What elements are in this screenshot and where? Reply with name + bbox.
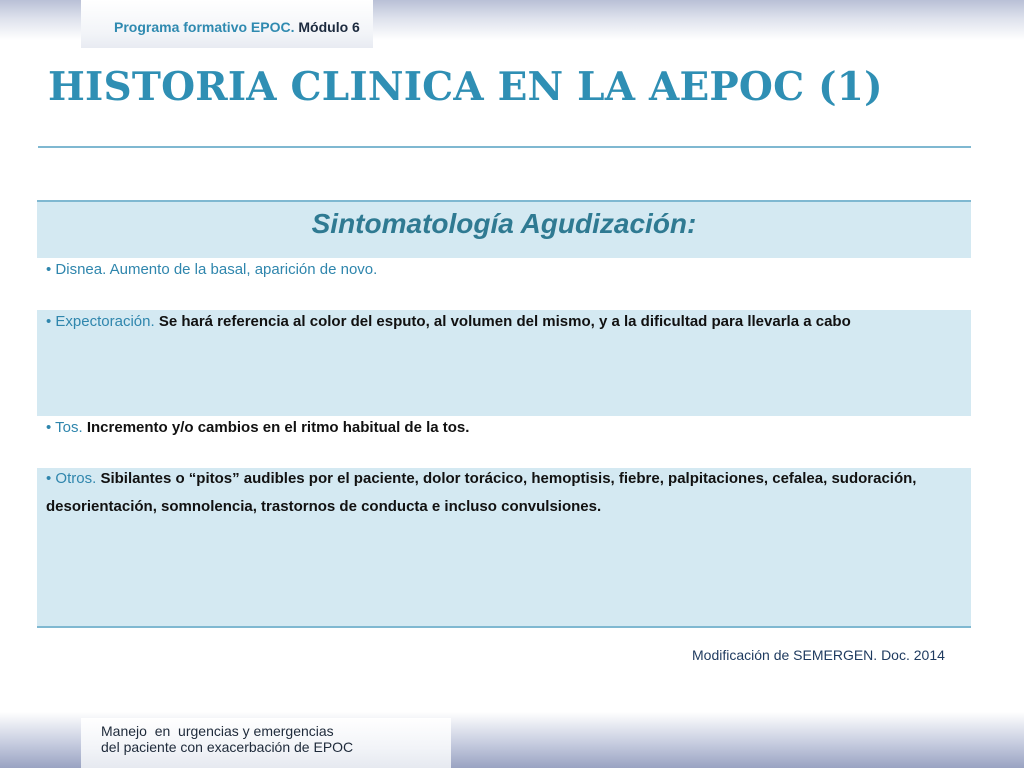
row-lead: • Disnea. Aumento de la basal, aparición de novo.	[46, 261, 378, 278]
symptoms-table	[37, 200, 971, 628]
program-label	[114, 19, 360, 35]
row-body: Incremento y/o cambios en el ritmo habitual de la tos.	[86, 419, 470, 436]
course-line-1: Manejo en urgencias y emergencias	[101, 723, 334, 739]
table-row	[37, 468, 971, 628]
table-header-row	[37, 200, 971, 258]
table-row	[37, 310, 971, 416]
source-citation: Modificación de SEMERGEN. Doc. 2014	[692, 647, 945, 663]
program-name: Programa formativo EPOC.	[114, 19, 295, 35]
table-cell	[46, 308, 963, 336]
course-line-2: del paciente con exacerbación de EPOC	[101, 739, 354, 755]
table-cell	[46, 465, 963, 521]
table-row	[37, 258, 971, 310]
table-cell	[46, 256, 963, 284]
slide-title: HISTORIA CLINICA EN LA AEPOC (1)	[48, 64, 883, 110]
row-lead: • Expectoración.	[46, 313, 155, 330]
title-divider	[38, 146, 971, 148]
course-label	[101, 723, 353, 755]
row-body: Se hará referencia al color del esputo, al volumen del mismo, y a la dificultad para llevarla a cabo	[158, 313, 851, 330]
row-body: Sibilantes o “pitos” audibles por el paciente, dolor torácico, hemoptisis, fiebre, palpitaciones, cefalea, sudoración, desorientación, somnolencia, trastornos de conducta e incluso convulsiones.	[46, 470, 917, 515]
row-lead: • Otros.	[46, 470, 97, 487]
table-row	[37, 416, 971, 468]
table-cell	[46, 414, 963, 442]
module-label: Módulo 6	[298, 19, 360, 35]
table-heading: Sintomatología Agudización:	[311, 208, 697, 239]
row-lead: • Tos.	[46, 419, 83, 436]
